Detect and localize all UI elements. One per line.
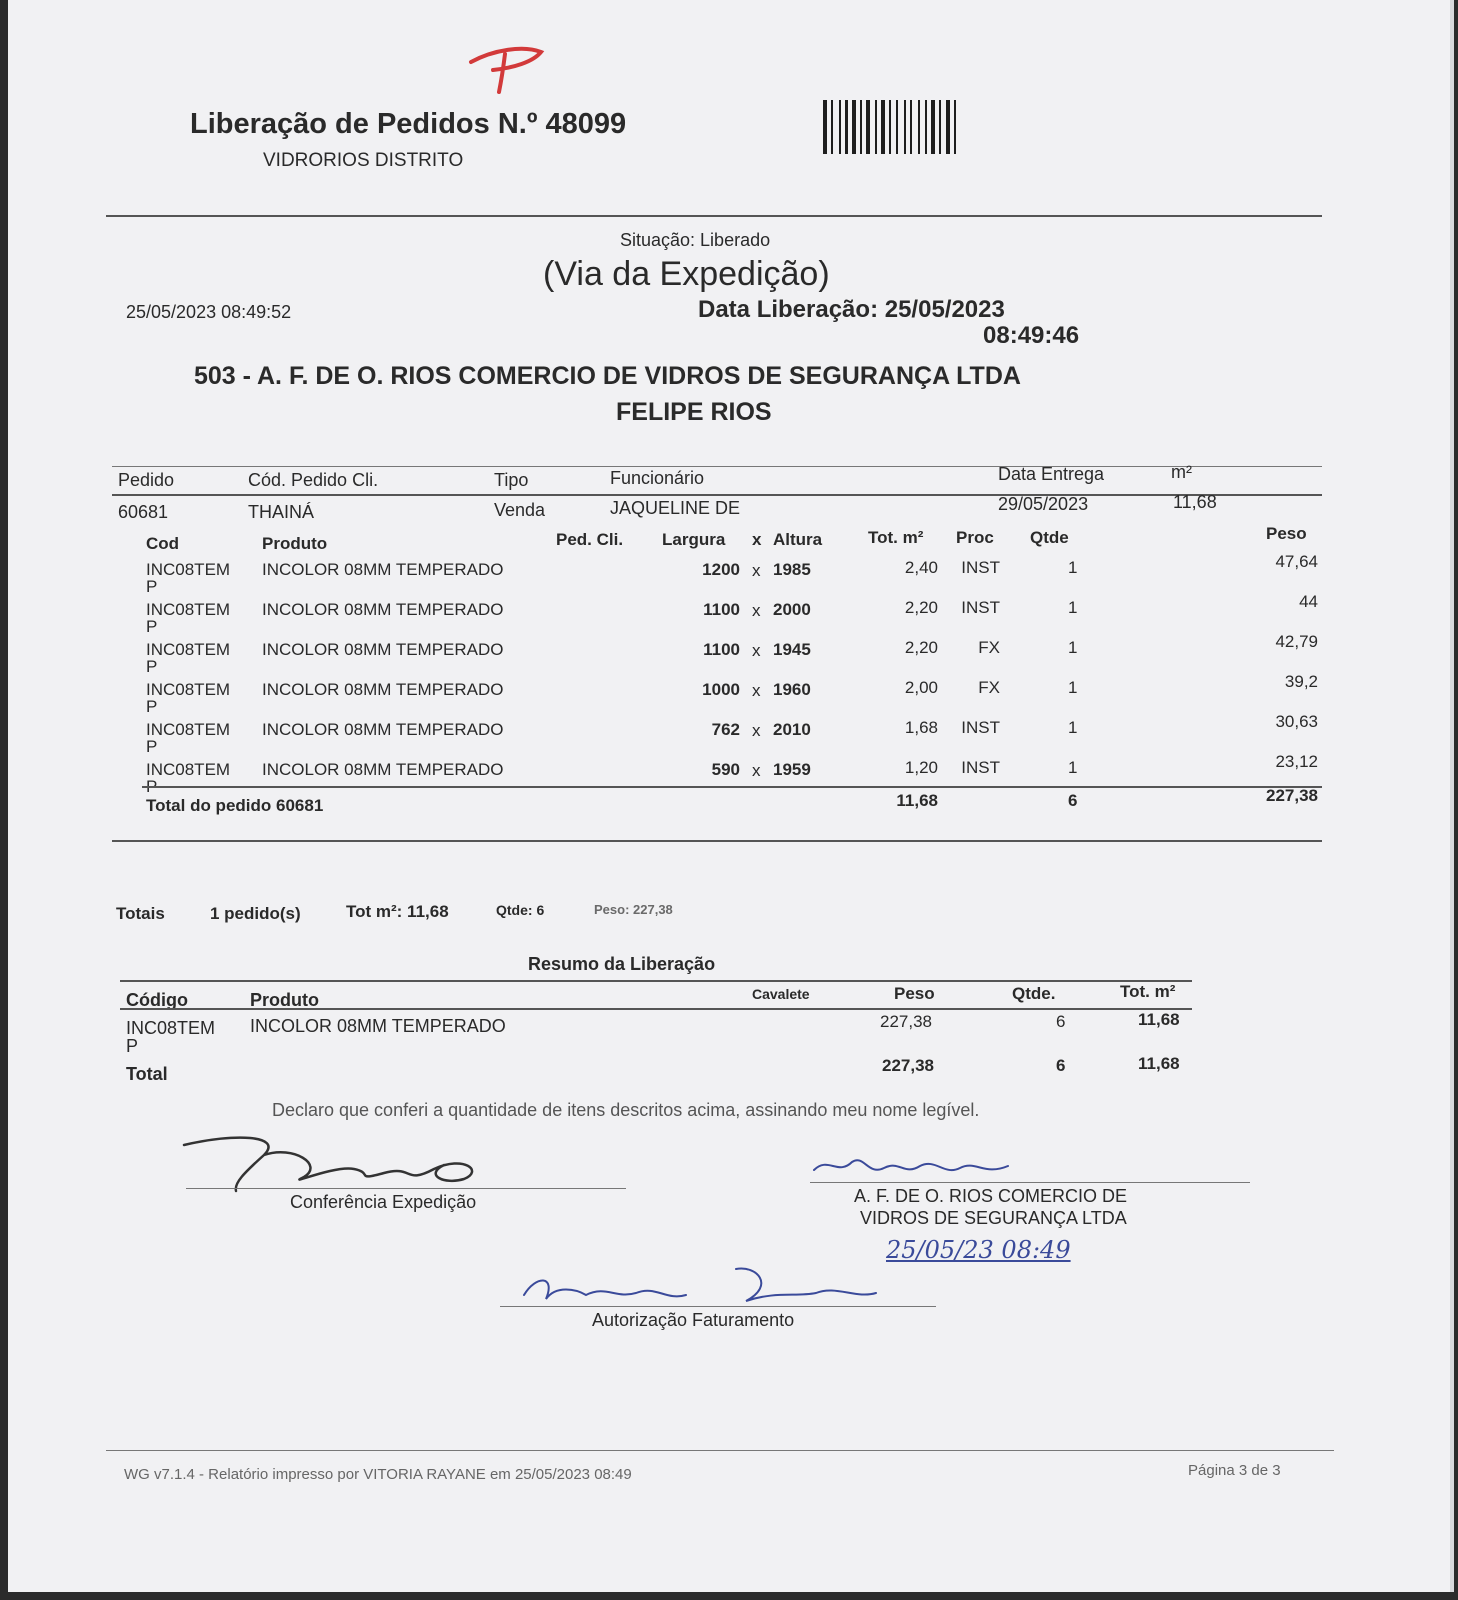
item-largura: 1100 xyxy=(703,640,740,659)
summary-total-tot: 11,68 xyxy=(1138,1054,1180,1073)
barcode-bar xyxy=(918,100,920,154)
signature-line xyxy=(186,1188,626,1189)
items-col-largura: Largura xyxy=(662,530,726,549)
page-number: Página 3 de 3 xyxy=(1188,1462,1281,1479)
item-tot-m2: 1,68 xyxy=(904,718,938,737)
item-produto: INCOLOR 08MM TEMPERADO xyxy=(262,560,504,579)
item-produto: INCOLOR 08MM TEMPERADO xyxy=(262,720,504,739)
item-peso: 44 xyxy=(1299,592,1318,611)
item-x: x xyxy=(752,641,761,660)
divider xyxy=(120,980,1192,982)
order-m2: 11,68 xyxy=(1173,492,1217,512)
item-cod: INC08TEM xyxy=(146,640,231,659)
signature-line xyxy=(810,1182,1250,1183)
divider xyxy=(106,1450,1334,1451)
release-time: 08:49:46 xyxy=(983,322,1080,349)
summary-total-label: Total xyxy=(126,1064,168,1084)
item-cod-cont: P xyxy=(146,777,158,796)
document-title: Liberação de Pedidos N.º 48099 xyxy=(190,108,627,140)
item-peso: 47,64 xyxy=(1275,552,1318,571)
totals-label: Totais xyxy=(116,904,165,923)
item-altura: 1985 xyxy=(773,560,811,579)
item-proc: FX xyxy=(978,638,1000,657)
summary-row-produto: INCOLOR 08MM TEMPERADO xyxy=(250,1016,506,1036)
totals-qtde: Qtde: 6 xyxy=(496,902,545,918)
item-cod: INC08TEM xyxy=(146,720,231,739)
item-qtde: 1 xyxy=(1068,598,1078,617)
item-x: x xyxy=(752,761,761,780)
item-largura: 762 xyxy=(711,720,740,739)
col-pedido: Pedido xyxy=(118,470,175,490)
barcode-bar xyxy=(881,100,885,154)
item-peso: 42,79 xyxy=(1275,632,1318,651)
order-total-qtde: 6 xyxy=(1068,791,1078,810)
company-name: VIDRORIOS DISTRITO xyxy=(263,150,464,171)
totals-m2: Tot m²: 11,68 xyxy=(346,902,449,921)
company-signature-line1: A. F. DE O. RIOS COMERCIO DE xyxy=(854,1186,1128,1206)
item-produto: INCOLOR 08MM TEMPERADO xyxy=(262,640,504,659)
item-qtde: 1 xyxy=(1068,638,1078,657)
item-altura: 1959 xyxy=(773,760,811,779)
barcode-bar xyxy=(954,100,956,154)
order-type: Venda xyxy=(494,500,546,520)
col-data-entrega: Data Entrega xyxy=(998,464,1105,484)
items-col-produto: Produto xyxy=(262,534,328,553)
item-produto: INCOLOR 08MM TEMPERADO xyxy=(262,680,504,699)
footer-print-info: WG v7.1.4 - Relatório impresso por VITORIA RAYANE em 25/05/2023 08:49 xyxy=(124,1466,632,1483)
item-tot-m2: 2,20 xyxy=(904,598,938,617)
summary-col-produto: Produto xyxy=(250,990,319,1010)
item-largura: 590 xyxy=(711,760,740,779)
client-name: FELIPE RIOS xyxy=(616,398,772,426)
item-tot-m2: 2,20 xyxy=(904,638,938,657)
company-signature-line2: VIDROS DE SEGURANÇA LTDA xyxy=(860,1208,1127,1228)
items-col-proc: Proc xyxy=(956,528,994,547)
item-proc: INST xyxy=(961,598,1000,617)
item-x: x xyxy=(752,601,761,620)
item-x: x xyxy=(752,561,761,580)
printed-timestamp: 25/05/2023 08:49:52 xyxy=(126,302,292,322)
col-tipo: Tipo xyxy=(494,470,529,490)
summary-row-peso: 227,38 xyxy=(880,1012,932,1031)
summary-title: Resumo da Liberação xyxy=(528,954,716,974)
autorizacao-label: Autorização Faturamento xyxy=(592,1310,795,1330)
item-qtde: 1 xyxy=(1068,558,1078,577)
conferencia-label: Conferência Expedição xyxy=(290,1192,477,1212)
items-col-tot-m2: Tot. m² xyxy=(868,528,924,547)
employee: JAQUELINE DE xyxy=(610,498,741,518)
status-text: Situação: Liberado xyxy=(620,230,771,250)
barcode-bar xyxy=(839,100,841,154)
item-cod-cont: P xyxy=(146,737,158,756)
barcode-bar xyxy=(866,100,870,154)
barcode-bar xyxy=(889,100,891,154)
copy-type: (Via da Expedição) xyxy=(543,255,830,293)
item-cod-cont: P xyxy=(146,617,158,636)
item-cod: INC08TEM xyxy=(146,600,231,619)
item-altura: 2000 xyxy=(773,600,811,619)
item-proc: INST xyxy=(961,558,1000,577)
client-line: 503 - A. F. DE O. RIOS COMERCIO DE VIDROS DE SEGURANÇA LTDA xyxy=(194,362,1021,390)
signature-company xyxy=(808,1146,1028,1186)
item-qtde: 1 xyxy=(1068,718,1078,737)
item-tot-m2: 2,00 xyxy=(904,678,938,697)
barcode-bar xyxy=(852,100,856,154)
summary-col-codigo: Código xyxy=(126,990,188,1010)
barcode-bar xyxy=(860,100,862,154)
totals-orders: 1 pedido(s) xyxy=(210,904,301,923)
handwritten-date: 25/05/23 08:49 xyxy=(886,1236,1071,1264)
document-page xyxy=(8,0,1454,1592)
summary-col-cavalete: Cavalete xyxy=(752,986,810,1002)
items-col-cod: Cod xyxy=(146,534,180,553)
item-x: x xyxy=(752,721,761,740)
summary-total-peso: 227,38 xyxy=(882,1056,934,1075)
delivery-date: 29/05/2023 xyxy=(998,494,1089,514)
divider xyxy=(106,215,1322,217)
order-total-label: Total do pedido 60681 xyxy=(146,796,324,815)
items-col-qtde: Qtde xyxy=(1030,528,1069,547)
summary-col-qtde: Qtde. xyxy=(1012,984,1056,1003)
items-col-altura: Altura xyxy=(773,530,823,549)
totals-peso: Peso: 227,38 xyxy=(594,902,673,917)
summary-total-qtde: 6 xyxy=(1056,1056,1066,1075)
item-tot-m2: 1,20 xyxy=(904,758,938,777)
items-col-ped-cli: Ped. Cli. xyxy=(556,530,624,549)
item-altura: 1945 xyxy=(773,640,811,659)
divider xyxy=(112,466,1322,467)
item-produto: INCOLOR 08MM TEMPERADO xyxy=(262,600,504,619)
summary-col-peso: Peso xyxy=(894,984,935,1003)
summary-row-cod: INC08TEM xyxy=(126,1018,216,1038)
col-funcionario: Funcionário xyxy=(610,468,705,488)
item-largura: 1200 xyxy=(702,560,740,579)
item-peso: 39,2 xyxy=(1284,672,1318,691)
item-peso: 23,12 xyxy=(1275,752,1318,771)
item-cod: INC08TEM xyxy=(146,680,231,699)
item-proc: FX xyxy=(978,678,1000,697)
items-col-x: x xyxy=(752,530,762,549)
summary-row-tot: 11,68 xyxy=(1138,1010,1180,1029)
item-qtde: 1 xyxy=(1068,758,1078,777)
barcode-bar xyxy=(875,100,877,154)
item-cod: INC08TEM xyxy=(146,760,231,779)
col-cod-pedido-cli: Cód. Pedido Cli. xyxy=(248,470,379,490)
barcode-bar xyxy=(823,100,827,154)
declaration-text: Declaro que conferi a quantidade de itens descritos acima, assinando meu nome legível. xyxy=(272,1100,980,1120)
summary-row-qtde: 6 xyxy=(1056,1012,1066,1031)
divider xyxy=(112,840,1322,842)
barcode-icon xyxy=(823,98,1039,158)
item-qtde: 1 xyxy=(1068,678,1078,697)
col-m2: m² xyxy=(1171,462,1192,482)
order-total-m2: 11,68 xyxy=(896,791,938,810)
barcode-bar xyxy=(904,100,906,154)
item-cod-cont: P xyxy=(146,657,158,676)
summary-col-tot-m2: Tot. m² xyxy=(1120,982,1176,1001)
order-total-peso: 227,38 xyxy=(1266,786,1318,805)
item-proc: INST xyxy=(961,718,1000,737)
release-date: 25/05/2023 xyxy=(884,296,1005,323)
item-x: x xyxy=(752,681,761,700)
client-order-code: THAINÁ xyxy=(248,502,315,522)
items-col-peso: Peso xyxy=(1266,524,1307,543)
item-altura: 1960 xyxy=(773,680,811,699)
barcode-bar xyxy=(845,100,848,154)
divider xyxy=(112,494,1322,496)
item-altura: 2010 xyxy=(773,720,811,739)
item-cod-cont: P xyxy=(146,697,158,716)
order-number: 60681 xyxy=(118,502,169,522)
barcode-bar xyxy=(931,100,935,154)
item-largura: 1000 xyxy=(702,680,740,699)
barcode-bar xyxy=(910,100,912,154)
divider xyxy=(120,1008,1192,1010)
signature-line xyxy=(500,1306,936,1307)
item-peso: 30,63 xyxy=(1275,712,1318,731)
barcode-bar xyxy=(896,100,898,154)
red-check-mark-icon xyxy=(463,40,553,100)
barcode-bar xyxy=(939,100,941,154)
barcode-bar xyxy=(946,100,950,154)
item-produto: INCOLOR 08MM TEMPERADO xyxy=(262,760,504,779)
item-tot-m2: 2,40 xyxy=(904,558,938,577)
item-proc: INST xyxy=(961,758,1000,777)
signature-conferencia xyxy=(174,1125,494,1195)
item-cod-cont: P xyxy=(146,577,158,596)
barcode-bar xyxy=(925,100,927,154)
divider xyxy=(142,786,1322,788)
release-date-label: Data Liberação: 25/05/2023 xyxy=(698,296,1005,323)
summary-row-cod-cont: P xyxy=(126,1036,139,1056)
item-cod: INC08TEM xyxy=(146,560,231,579)
item-largura: 1100 xyxy=(703,600,740,619)
barcode-bar xyxy=(831,100,833,154)
